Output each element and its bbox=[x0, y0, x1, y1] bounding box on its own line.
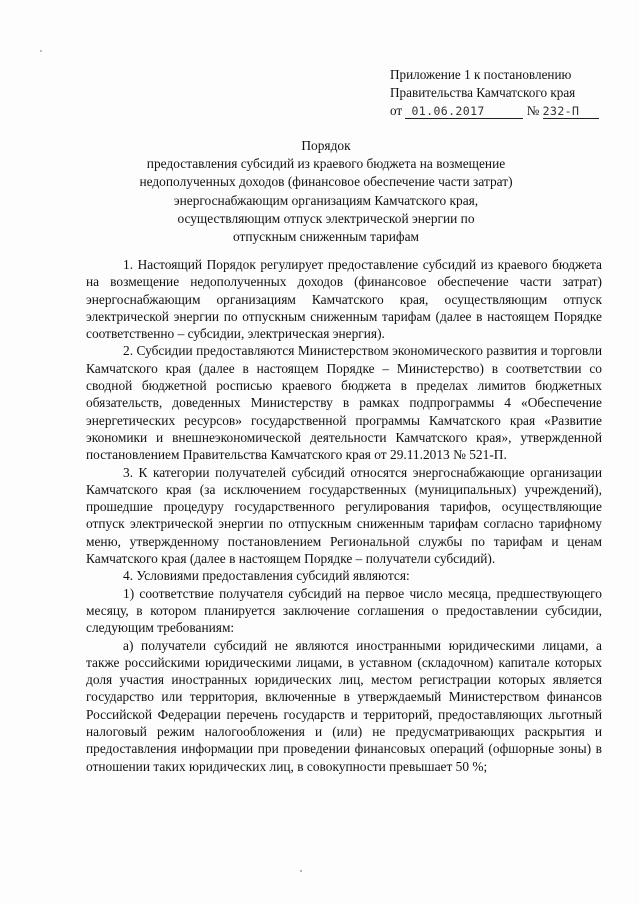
appendix-date-line bbox=[390, 102, 620, 120]
paragraph-5: 1) соответствие получателя субсидий на первое число месяца, предшествующего месяцу, в котором планируется заключение соглашения о предоставлении субсидии, следующим требованиям: bbox=[86, 585, 602, 636]
from-label: от bbox=[390, 103, 403, 118]
title-line-5: отпускным сниженным тарифам bbox=[232, 229, 420, 245]
document-body bbox=[86, 256, 602, 775]
scan-speck bbox=[40, 50, 42, 52]
document-title bbox=[96, 137, 556, 246]
title-heading: Порядок bbox=[301, 138, 351, 153]
resolution-date: 01.06.2017 bbox=[405, 104, 523, 119]
title-line-2: недополученных доходов (финансовое обеспечение части затрат) bbox=[139, 174, 513, 190]
title-line-1: предоставления субсидий из краевого бюджета на возмещение bbox=[146, 156, 506, 172]
paragraph-6: а) получатели субсидий не являются иностранными юридическими лицами, а также российскими юридическими лицами, в уставном (складочном) капитале которых доля участия иностранных юридических лиц, местом регистрации которых является государство или территория, включенные в утверждаемый Министерством финансов Российской Федерации перечень государств и территорий, предоставляющих льготный налоговый режим налогообложения и (или) не предусматривающих раскрытия и предоставления информации при проведении финансовых операций (офшорные зоны) в отношении таких юридических лиц, в совокупности превышает 50 %; bbox=[86, 637, 602, 774]
title-line-3: энергоснабжающим организациям Камчатского края, bbox=[173, 192, 479, 208]
scan-speck-bottom bbox=[300, 870, 302, 872]
paragraph-3: 3. К категории получателей субсидий относятся энергоснабжающие организации Камчатского края (за исключением государственных (муниципальных) учреждений), прошедшие процедуру государственного регулирования тарифов, осуществляющие отпуск электрической энергии по отпускным сниженным тарифам согласно тарифному меню, утвержденному постановлением Региональной службы по тарифам и ценам Камчатского края (далее в настоящем Порядке – получатели субсидий). bbox=[86, 464, 602, 567]
appendix-line-1: Приложение 1 к постановлению bbox=[390, 67, 572, 82]
paragraph-2: 2. Субсидии предоставляются Министерством экономического развития и торговли Камчатского края (далее в настоящем Порядке – Министерство) в соответствии со сводной бюджетной росписью краевого бюджета в пределах лимитов бюджетных обязательств, доведенных Министерству в рамках подпрограммы 4 «Обеспечение энергетических ресурсов» государственной программы Камчатского края «Развитие экономики и внешнеэкономической деятельности Камчатского края», утвержденной постановлением Правительства Камчатского края от 29.11.2013 № 521-П. bbox=[86, 343, 602, 463]
appendix-header bbox=[390, 66, 620, 120]
paragraph-4: 4. Условиями предоставления субсидий являются: bbox=[123, 568, 410, 584]
number-label: № bbox=[526, 103, 540, 118]
title-line-4: осуществляющим отпуск электрической энергии по bbox=[177, 210, 475, 226]
paragraph-1: 1. Настоящий Порядок регулирует предоставление субсидий из краевого бюджета на возмещение недополученных доходов (финансовое обеспечение части затрат) энергоснабжающим организациям Камчатского края, осуществляющим отпуск электрической энергии по отпускным сниженным тарифам (далее в настоящем Порядке соответственно – субсидии, электрическая энергия). bbox=[86, 257, 602, 342]
appendix-line-2: Правительства Камчатского края bbox=[390, 85, 576, 100]
resolution-number: 232-П bbox=[543, 104, 599, 119]
